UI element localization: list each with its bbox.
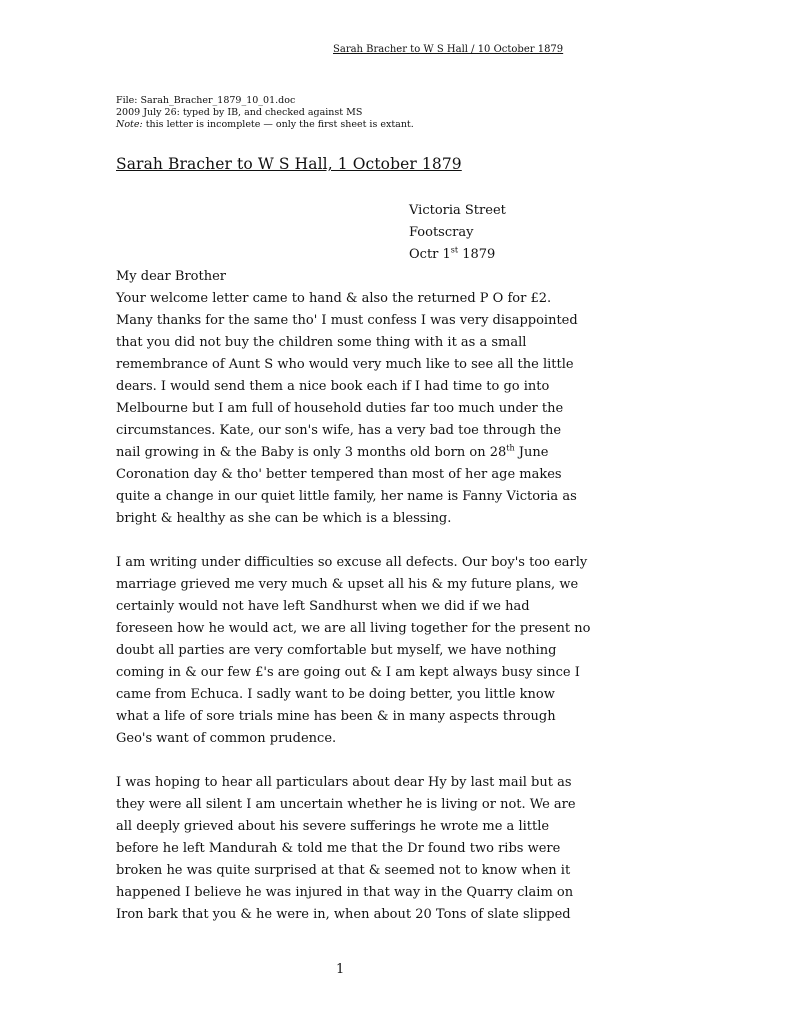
address-suburb: Footscray [409,225,474,240]
paragraph-1 [116,288,716,530]
typed-by-line: 2009 July 26: typed by IB, and checked against MS [116,107,363,118]
paragraph-3: I was hoping to hear all particulars about dear Hy by last mail but as they were all silent I am uncertain whether he is living or not. We are all deeply grieved about his severe sufferings he wrote me a little before he left Mandurah & told me that the Dr found two ribs were broken he was quite surprised at that & seemed not to know when it happened I believe he was injured in that way in the Quarry claim on Iron bark that you & he were in, when about 20 Tons of slate slipped [116,775,576,922]
date-ordinal: st [450,245,459,255]
paragraph-1-text-b: June Coronation day & tho' better tempered than most of her age makes quite a change in our quiet little family, her name is Fanny Victoria as bright & healthy as she can be which is a blessing. [116,445,577,526]
letter-title: Sarah Bracher to W S Hall, 1 October 1879 [116,155,462,173]
paragraph-1-ordinal: th [506,443,515,453]
note-text: this letter is incomplete — only the first sheet is extant. [142,119,414,130]
address-street: Victoria Street [409,203,506,218]
letter-date [409,244,506,266]
file-metadata [116,95,414,131]
letter-body [116,266,716,926]
paragraph-1-text-a: Your welcome letter came to hand & also the returned P O for £2. Many thanks for the same tho' I must confess I was very disappointed that you did not buy the children some thing with it as a small remembrance of Aunt S who would very much like to see all the little dears. I would send them a nice book each if I had time to go into Melbourne but I am full of household duties far too much under the circumstances. Kate, our son's wife, has a very bad toe through the nail growing in & the Baby is only 3 months old born on 28 [116,291,578,460]
paragraph-2: I am writing under difficulties so excuse all defects. Our boy's too early marriage grieved me very much & upset all his & my future plans, we certainly would not have left Sandhurst when we did if we had foreseen how he would act, we are all living together for the present no doubt all parties are very comfortable but myself, we have nothing coming in & our few £'s are going out & I am kept always busy since I came from Echuca. I sadly want to be doing better, you little know what a life of sore trials mine has been & in many aspects through Geo's want of common prudence. [116,555,591,746]
salutation: My dear Brother [116,269,226,284]
file-name-line: File: Sarah_Bracher_1879_10_01.doc [116,95,296,106]
sender-address [409,200,506,266]
page-number: 1 [336,962,345,977]
running-header: Sarah Bracher to W S Hall / 10 October 1879 [333,44,564,55]
note-line [116,119,414,131]
date-year: 1879 [458,247,496,262]
note-label: Note: [116,119,143,130]
date-prefix: Octr 1 [409,247,451,262]
